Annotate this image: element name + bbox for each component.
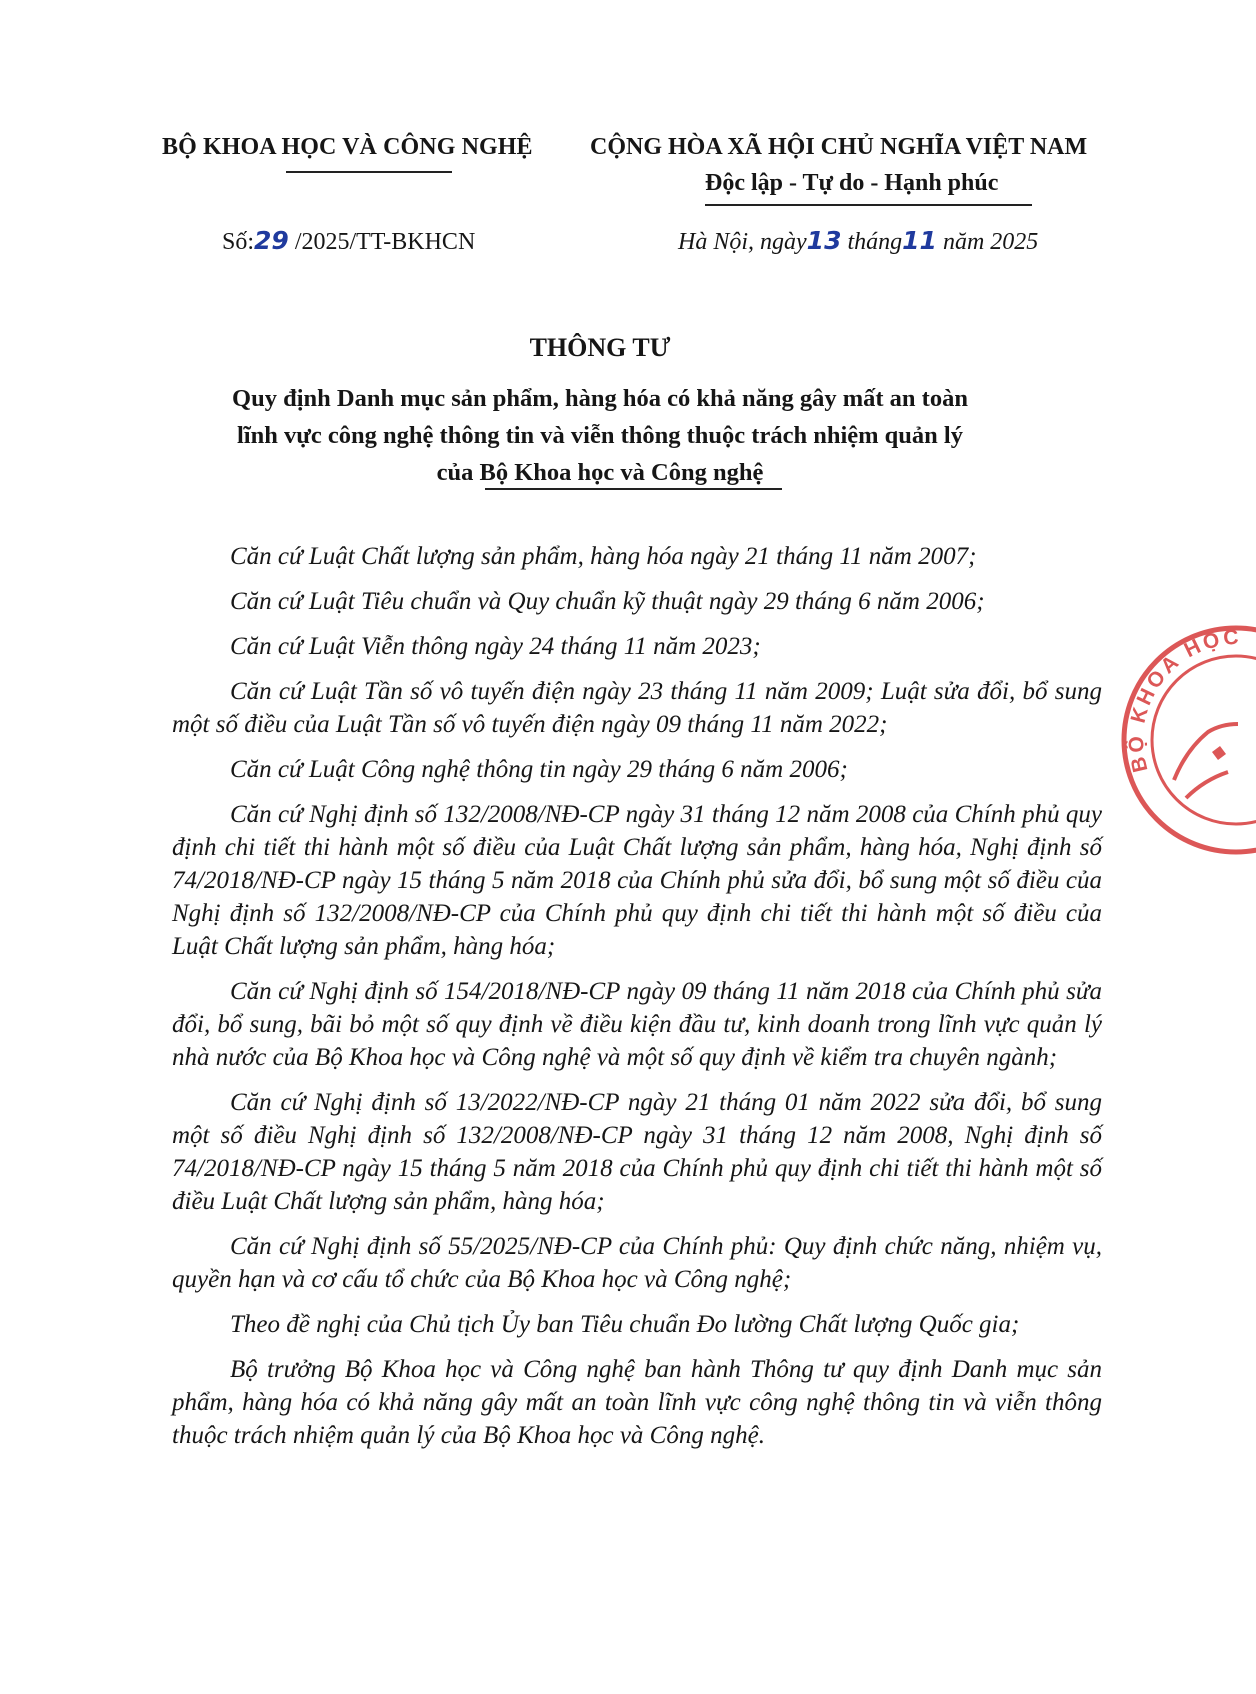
legal-basis-paragraph: Căn cứ Nghị định số 13/2022/NĐ-CP ngày 21 tháng 01 năm 2022 sửa đổi, bổ sung một số điều Nghị định số 132/2008/NĐ-CP ngày 31 tháng 12 năm 2008, Nghị định số 74/2018/NĐ-CP ngày 15 tháng 5 năm 2018 của Chính phủ quy định chi tiết thi hành một số điều Luật Chất lượng sản phẩm, hàng hóa;: [172, 1089, 1102, 1215]
document-title: THÔNG TƯ: [529, 333, 671, 362]
promulgation-paragraph: Bộ trưởng Bộ Khoa học và Công nghệ ban hành Thông tư quy định Danh mục sản phẩm, hàng hóa có khả năng gây mất an toàn lĩnh vực công nghệ thông tin và viễn thông thuộc trách nhiệm quản lý của Bộ Khoa học và Công nghệ.: [172, 1356, 1102, 1449]
date-day-handwritten: 13: [806, 226, 842, 255]
legal-basis-paragraph: Căn cứ Luật Tiêu chuẩn và Quy chuẩn kỹ thuật ngày 29 tháng 6 năm 2006;: [230, 588, 985, 615]
official-seal-stamp: [1116, 620, 1256, 860]
place-and-date: [678, 226, 1038, 256]
issuing-organization: BỘ KHOA HỌC VÀ CÔNG NGHỆ: [162, 134, 533, 160]
legal-basis-paragraph: Căn cứ Nghị định số 55/2025/NĐ-CP của Chính phủ: Quy định chức năng, nhiệm vụ, quyền hạn và cơ cấu tổ chức của Bộ Khoa học và Công nghệ;: [172, 1233, 1102, 1293]
doc-number-prefix: Số:: [222, 229, 255, 255]
document-subtitle: [150, 380, 1050, 491]
document-number: [222, 226, 475, 256]
legal-basis-paragraph: Căn cứ Nghị định số 154/2018/NĐ-CP ngày 09 tháng 11 năm 2018 của Chính phủ sửa đổi, bổ sung, bãi bỏ một số quy định về điều kiện đầu tư, kinh doanh trong lĩnh vực quản lý nhà nước của Bộ Khoa học và Công nghệ và một số quy định về kiểm tra chuyên ngành;: [172, 978, 1102, 1071]
subtitle-line-3: của Bộ Khoa học và Công nghệ: [436, 459, 764, 486]
country-name: CỘNG HÒA XÃ HỘI CHỦ NGHĨA VIỆT NAM: [590, 134, 1088, 160]
document-body: [172, 540, 1102, 1464]
subtitle-underline: [485, 488, 782, 490]
date-month-label: tháng: [841, 229, 903, 255]
date-month-handwritten: 11: [902, 226, 937, 255]
motto-underline: [705, 204, 1032, 206]
date-year: năm 2025: [936, 229, 1039, 255]
legal-basis-paragraph: Căn cứ Luật Công nghệ thông tin ngày 29 tháng 6 năm 2006;: [230, 756, 848, 783]
legal-basis-paragraph: Căn cứ Nghị định số 132/2008/NĐ-CP ngày 31 tháng 12 năm 2008 của Chính phủ quy định chi tiết thi hành một số điều của Luật Chất lượng sản phẩm, hàng hóa, Nghị định số 74/2018/NĐ-CP ngày 15 tháng 5 năm 2018 của Chính phủ sửa đổi, bổ sung một số điều của Nghị định số 132/2008/NĐ-CP của Chính phủ quy định chi tiết thi hành một số điều của Luật Chất lượng sản phẩm, hàng hóa;: [172, 801, 1102, 960]
subtitle-line-1: Quy định Danh mục sản phẩm, hàng hóa có khả năng gây mất an toàn: [232, 385, 968, 412]
subtitle-line-2: lĩnh vực công nghệ thông tin và viễn thông thuộc trách nhiệm quản lý: [236, 422, 963, 449]
doc-number-handwritten: 29: [254, 226, 289, 255]
legal-basis-paragraph: Căn cứ Luật Viễn thông ngày 24 tháng 11 năm 2023;: [230, 633, 761, 660]
date-place: Hà Nội, ngày: [678, 229, 807, 255]
svg-text:BỘ KHOA HỌC: BỘ KHOA HỌC: [1124, 625, 1243, 775]
legal-basis-paragraph: Căn cứ Luật Tần số vô tuyến điện ngày 23 tháng 11 năm 2009; Luật sửa đổi, bổ sung một số điều của Luật Tần số vô tuyến điện ngày 09 tháng 11 năm 2022;: [172, 678, 1102, 738]
national-motto: Độc lập - Tự do - Hạnh phúc: [705, 170, 999, 196]
doc-number-suffix: /2025/TT-BKHCN: [288, 229, 476, 255]
proposal-paragraph: Theo đề nghị của Chủ tịch Ủy ban Tiêu chuẩn Đo lường Chất lượng Quốc gia;: [230, 1311, 1020, 1338]
legal-basis-paragraph: Căn cứ Luật Chất lượng sản phẩm, hàng hóa ngày 21 tháng 11 năm 2007;: [230, 543, 977, 570]
org-underline: [286, 171, 452, 173]
